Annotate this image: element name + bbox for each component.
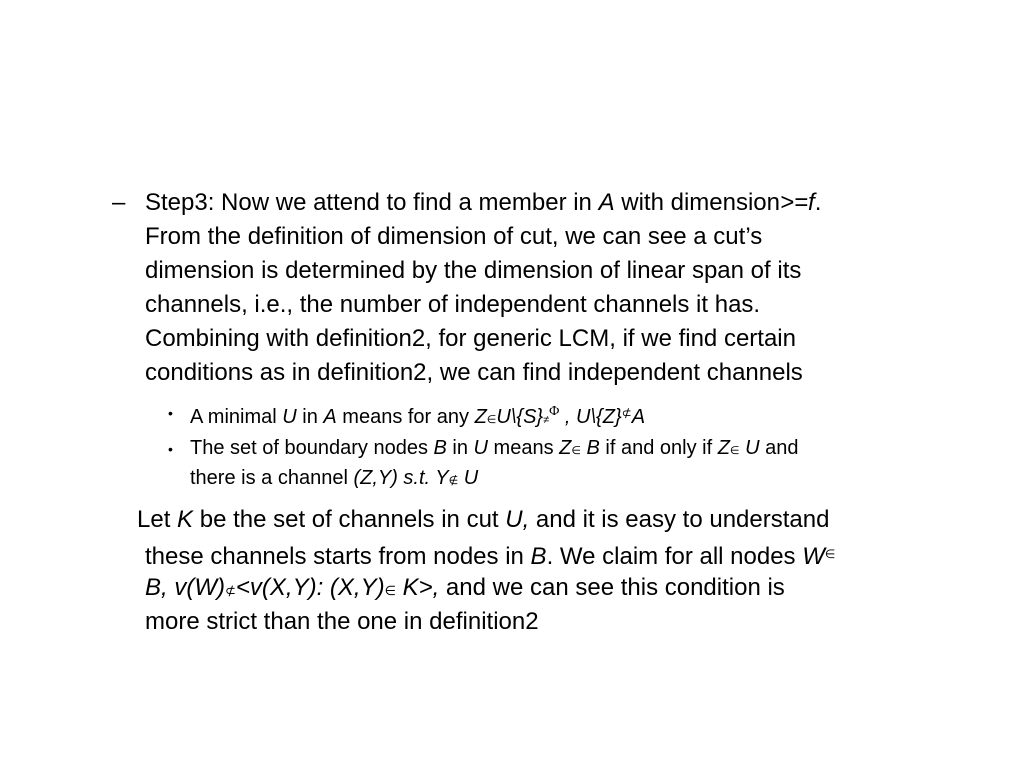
not-subset-symbol: ⊄ [224,583,236,598]
element-of-symbol: ∈ [384,583,396,598]
text: with dimension [614,189,781,216]
text: . We claim for all nodes [546,543,803,570]
step3-line-2: From the definition of dimension of cut, we can see a cut’s [145,223,763,250]
bullet-marker: • [168,441,173,457]
text: and [759,437,799,459]
not-element-symbol: ∉ [448,475,459,487]
element-of-symbol: ∈ [824,547,836,561]
claim-line-3 [145,571,975,608]
math: K [177,506,194,533]
math: B, v(W) [145,574,225,601]
text: means [487,437,560,459]
text: Step3: Now we attend to find a member in [145,189,599,216]
math: U\{S} [496,406,544,428]
math: U [458,467,479,489]
set-a: A [598,189,615,216]
step3-line-4: channels, i.e., the number of independent channels it has. [145,291,761,318]
text: in [446,437,474,459]
not-equal-symbol: ≠ [543,414,550,426]
math: U [473,437,488,459]
math: W [802,543,825,570]
math: U, [505,506,530,533]
math: A [323,406,337,428]
math: B [580,437,600,459]
claim-line-4: more strict than the one in definition2 [145,608,539,635]
text: The set of boundary nodes [190,437,434,459]
math: K>, [395,574,440,601]
element-of-symbol: ∈ [729,445,740,457]
bullet-boundary-line-1 [190,433,980,466]
math: Z [717,437,730,459]
text: , [559,406,577,428]
math: Z [559,437,572,459]
text: these channels starts from nodes in [145,543,531,570]
empty-set-symbol: Φ [549,404,560,419]
math: Z [474,406,487,428]
text: if and only if [599,437,718,459]
condition: >=f [780,189,815,216]
math: <v(X,Y): (X,Y) [235,574,385,601]
list-dash: – [112,189,126,216]
claim-line-1 [137,503,829,537]
text: in [296,406,324,428]
text: . [814,189,822,216]
math: U [739,437,760,459]
bullet-boundary-line-2 [190,463,980,496]
text: Let [137,506,178,533]
bullet-minimal-u [190,397,980,435]
math: U\{Z} [576,406,622,428]
bullet-marker: • [168,405,173,421]
text: and we can see this condition is [439,574,785,601]
math: U [282,406,297,428]
element-of-symbol: ∈ [571,445,581,457]
step3-line-1 [145,186,975,220]
text: be the set of channels in cut [193,506,506,533]
not-subset-symbol: ⊄ [621,406,632,420]
claim-line-2 [145,537,975,574]
math: (Z,Y) s.t. Y [353,467,449,489]
text: A minimal [190,406,283,428]
math: A [631,406,646,428]
math: B [433,437,447,459]
step3-line-5: Combining with definition2, for generic LCM, if we find certain [145,325,796,352]
element-of-symbol: ∈ [486,414,497,426]
step3-line-6: conditions as in definition2, we can find independent channels [145,359,803,386]
text: there is a channel [190,467,354,489]
math: B [530,543,547,570]
text: and it is easy to understand [529,506,830,533]
step3-line-3: dimension is determined by the dimension of linear span of its [145,257,802,284]
text: means for any [336,406,475,428]
